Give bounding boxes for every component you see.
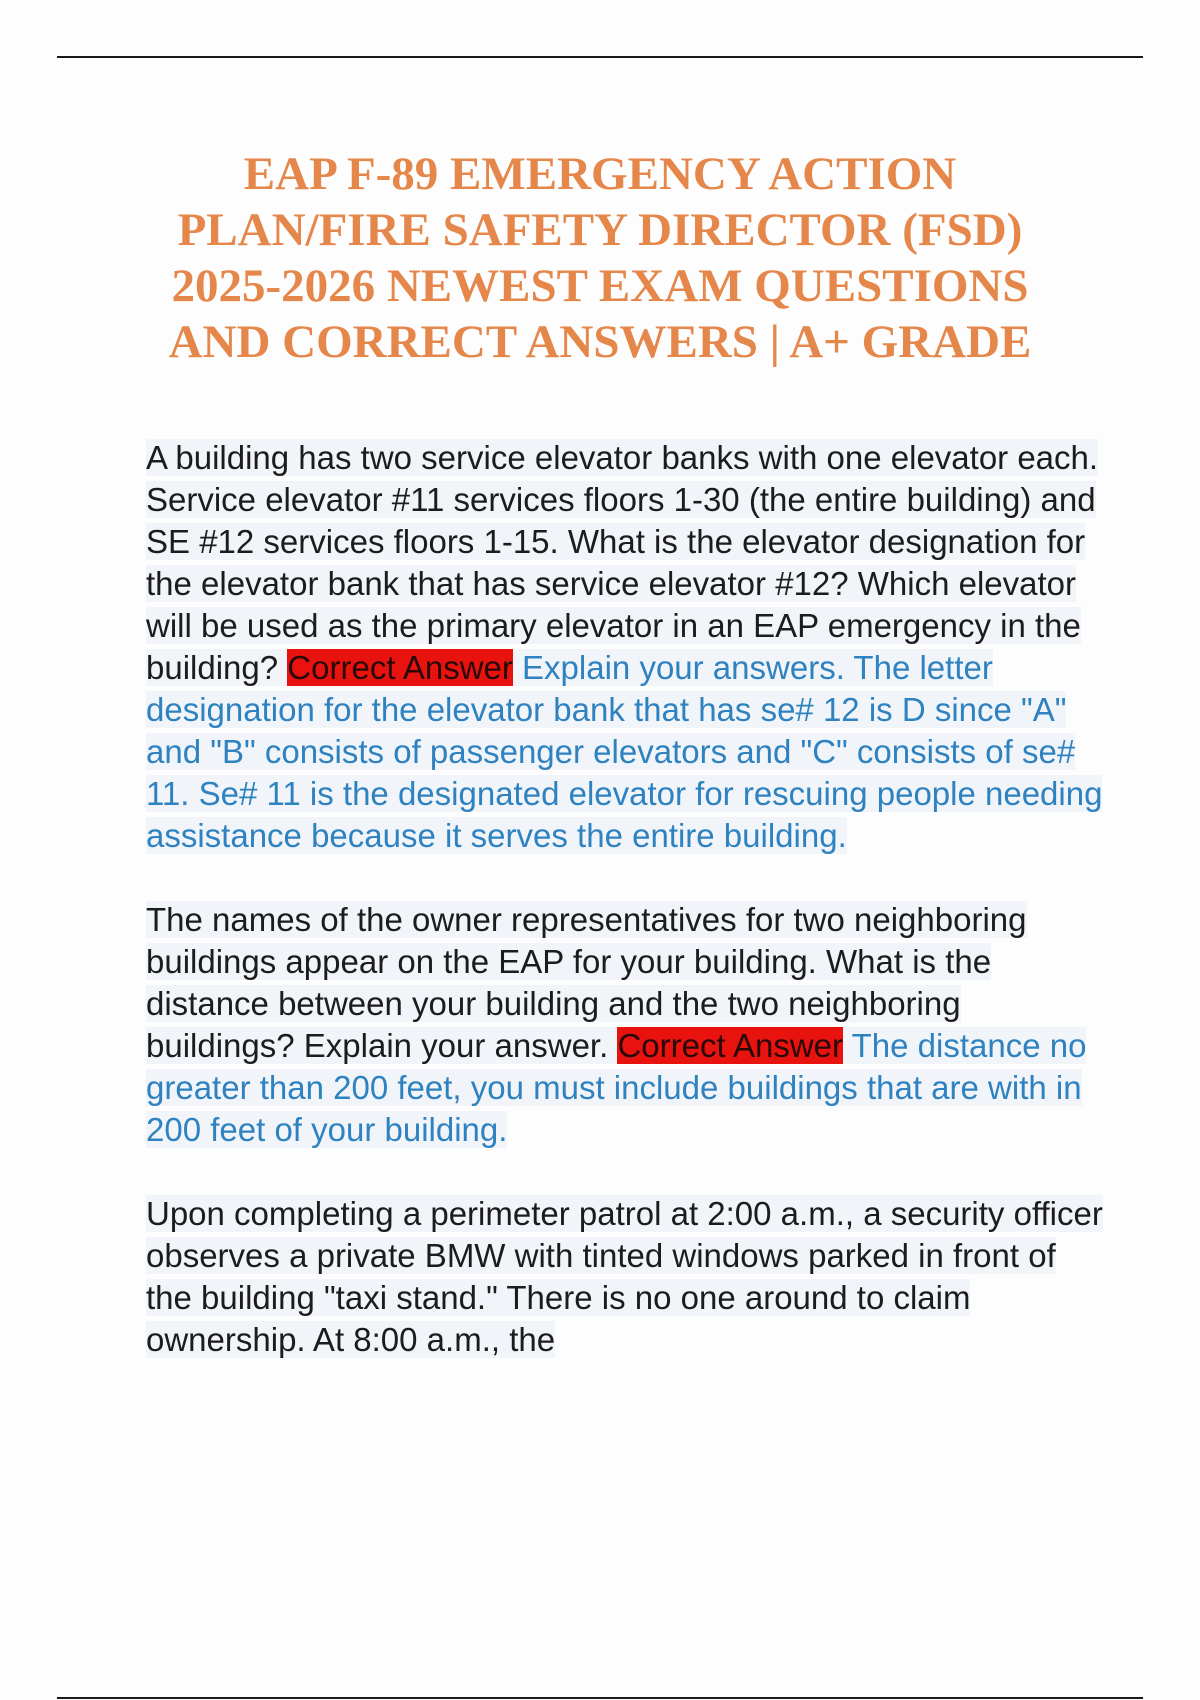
qa-list — [146, 437, 1106, 1403]
answer-text: Explain your answers. The letter designation for the elevator bank that has se# 12 is D since "A" and "B" consists of passenger elevators and "C" consists of se# 11. Se# 11 is the designated elevator for rescuing people needing assistance because it serves the entire building. — [146, 649, 1103, 854]
qa-item — [146, 1193, 1106, 1361]
title-line: PLAN/FIRE SAFETY DIRECTOR (FSD) — [177, 204, 1023, 256]
document-title — [100, 146, 1100, 370]
question-text: Upon completing a perimeter patrol at 2:00 a.m., a security officer observes a private BMW with tinted windows parked in front of the building "taxi stand." There is no one around to claim ownership. At 8:00 a.m., the — [146, 1195, 1103, 1358]
title-line: AND CORRECT ANSWERS | A+ GRADE — [168, 316, 1032, 368]
correct-answer-label: Correct Answer — [287, 649, 513, 686]
question-text: The names of the owner representatives for two neighboring buildings appear on the EAP for your building. What is the distance between your building and the two neighboring buildings? Explain your answer. — [146, 901, 1027, 1064]
qa-item — [146, 437, 1106, 857]
top-rule — [57, 56, 1143, 58]
correct-answer-label: Correct Answer — [617, 1027, 844, 1064]
answer-text: The distance no greater than 200 feet, you must include buildings that are with in 200 feet of your building. — [146, 1027, 1087, 1148]
bottom-rule — [57, 1697, 1143, 1699]
qa-text — [146, 1195, 1103, 1358]
qa-text — [146, 439, 1102, 854]
qa-text — [146, 901, 1086, 1148]
question-text: A building has two service elevator banks with one elevator each. Service elevator #11 services floors 1-30 (the entire building) and SE #12 services floors 1-15. What is the elevator designation for the elevator bank that has service elevator #12? Which elevator will be used as the primary elevator in an EAP emergency in the building? — [146, 439, 1099, 686]
qa-item — [146, 899, 1106, 1151]
title-line: 2025-2026 NEWEST EXAM QUESTIONS — [171, 260, 1029, 312]
title-line: EAP F-89 EMERGENCY ACTION — [243, 148, 957, 200]
